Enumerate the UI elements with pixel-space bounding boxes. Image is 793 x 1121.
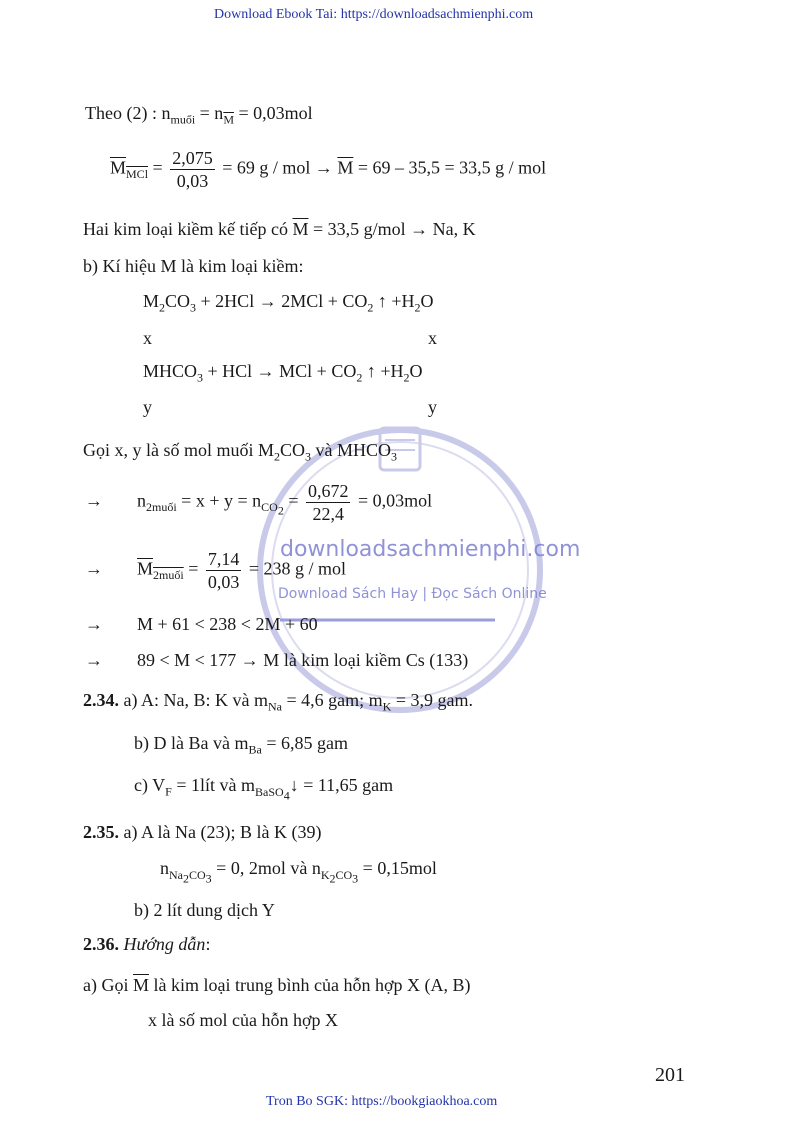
watermark-tagline: Download Sách Hay | Đọc Sách Online xyxy=(278,586,547,602)
line-total-mol: → $n_{2muối} = x + y = n_{CO_2}$ = $\frac{0,672}{22,4}$ = 0,03mol xyxy=(85,481,433,524)
footer-link[interactable]: Tron Bo SGK: https://bookgiaokhoa.com xyxy=(266,1094,498,1109)
line-part-b: b) Kí hiệu M là kim loại kiềm: xyxy=(83,256,304,276)
answer-2-36-a: a) Gọi $\overline{M}$ là kim loại trung bình của hỗn hợp X (A, B) xyxy=(83,975,471,995)
answer-2-34-b: b) D là Ba và $m_{Ba} = 6,85$ gam xyxy=(134,733,348,757)
line-cesium-conclusion: → 89 < M < 177 → M là kim loại kiềm Cs (133) xyxy=(85,650,469,670)
reaction-bicarbonate: $MHCO_3$ + HCl → MCl + $CO_2$ ↑ $+H_2O$ xyxy=(143,361,423,385)
line-two-alkali-metals: Hai kim loại kiềm kế tiếp có $\overline{M} = 33,5$ g/mol → Na, K xyxy=(83,219,476,239)
line-molar-mass-mcl: $\overline{M}_{\overline{MCl}}$ = $\frac{2,075}{0,03}$ = 69 g / mol → $\overline{M} = 69 - 35,5 = 33,5$ g / mol xyxy=(110,148,547,191)
answer-2-35-b: b) 2 lít dung dịch Y xyxy=(134,900,275,920)
page-number: 201 xyxy=(655,1064,685,1086)
answer-2-35-a: 2.35. a) A là Na (23); B là K (39) xyxy=(83,822,322,842)
line-theo-2: Theo (2) : $n_{muối} = n_{\overline{M}} = 0,03mol$ xyxy=(85,103,313,127)
answer-2-34-a: 2.34. a) A: Na, B: K và $m_{Na} = 4,6$ gam; $m_K = 3,9$ gam. xyxy=(83,690,473,714)
answer-2-36-heading: 2.36. Hướng dẫn: xyxy=(83,934,211,954)
header-download-link[interactable]: Download Ebook Tai: https://downloadsachmienphi.com xyxy=(214,7,534,22)
answer-2-34-c: c) $V_F$ = 1lít và $m_{BaSO_4}↓ = 11,65$ gam xyxy=(134,775,394,802)
reaction-carbonate-x-right: x xyxy=(428,328,437,348)
reaction-carbonate-x-left: x xyxy=(143,328,152,348)
reaction-carbonate: $M_2CO_3 + 2HCl \to 2MCl + CO_2$ ↑ $+H_2O$ xyxy=(143,291,434,315)
reaction-bicarbonate-y-left: y xyxy=(143,397,152,417)
line-inequality: → M + 61 < 238 < 2M + 60 xyxy=(85,614,318,634)
answer-2-35-mol: $n_{Na_2CO_3} = 0$, 2mol và $n_{K_2CO_3} = 0,15mol$ xyxy=(160,858,437,885)
line-let-xy: Gọi x, y là số mol muối $M_2CO_3$ và $MHCO_3$ xyxy=(83,440,398,464)
answer-2-36-x: x là số mol của hỗn hợp X xyxy=(148,1010,338,1030)
reaction-bicarbonate-y-right: y xyxy=(428,397,437,417)
line-avg-molar-mass: → $\overline{M}_{2muối}$ = $\frac{7,14}{0,03}$ = 238 g / mol xyxy=(85,549,346,592)
watermark-site: downloadsachmienphi.com xyxy=(280,537,581,562)
